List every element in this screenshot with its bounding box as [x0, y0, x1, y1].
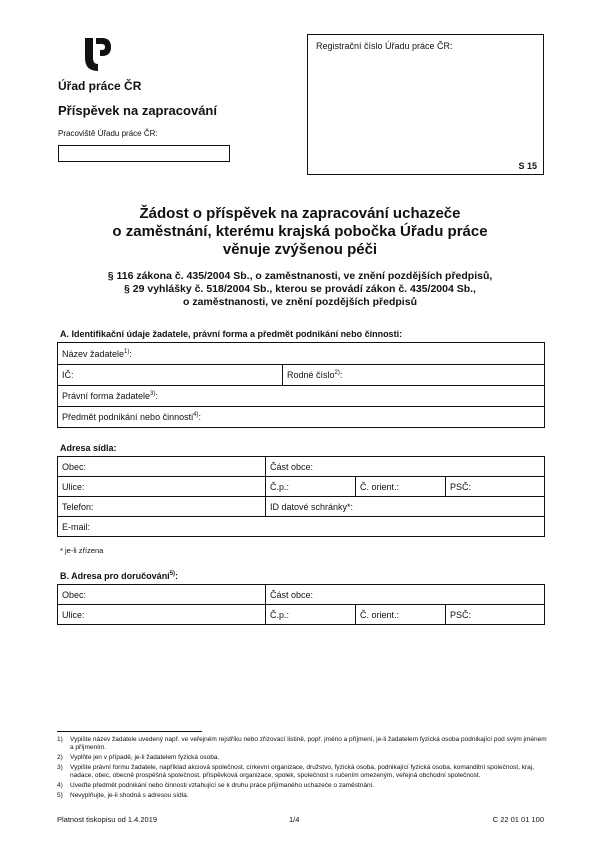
footnote-ref: 2): [334, 370, 340, 376]
delivery-psc-field[interactable]: [446, 605, 545, 625]
seat-psc-field[interactable]: [446, 477, 545, 497]
field-label: E-mail:: [62, 521, 91, 532]
field-label: Právní forma žadatele: [62, 391, 151, 401]
page-title: [40, 205, 560, 259]
urad-prace-logo: [82, 36, 112, 72]
field-label: Obec:: [62, 461, 87, 472]
registration-box[interactable]: [307, 34, 544, 175]
workplace-field[interactable]: [58, 145, 230, 162]
footnote-ref: 1): [124, 348, 130, 355]
delivery-table: [57, 584, 545, 625]
section-b-heading: [60, 571, 178, 581]
field-label: Č.p.:: [270, 481, 290, 492]
section-a-heading: A. Identifikační údaje žadatele, právní forma a předmět podnikání nebo činnosti:: [60, 329, 403, 339]
footnote-text: Vyplňte jen v případě, je-li žadatelem fyzická osoba.: [70, 754, 220, 762]
field-label: Část obce:: [270, 589, 314, 600]
seat-table: [57, 456, 545, 537]
form-code: S 15: [518, 161, 537, 171]
footnote-text: Vypište název žadatele uvedený např. ve veřejném rejstříku nebo zřizovací listině, popř. jméno a příjmení, je-li žadatelem fyzická osoba podnikající pod svým jménem a příjmením.: [70, 736, 547, 752]
field-label: :: [198, 412, 201, 422]
section-b-heading-text: :: [175, 571, 179, 581]
footnotes: [57, 736, 547, 802]
field-label: Předmět podnikání nebo činnosti: [62, 412, 194, 422]
footnote-number: 2): [57, 754, 63, 762]
footnote-number: 3): [57, 763, 63, 771]
footnote-text: Vypište právní formu žadatele, například akciová společnost, církevní organizace, družstvo, fyzická osoba, podnikající fyzická osoba, komanditní společnost, kraj, nadace, obec, obecně prospěšná společnost, příspěvková organizace, spolek, společnost s ručením omezeným, veřejná obchodní společnost.: [70, 763, 535, 780]
footnote: [57, 792, 547, 800]
field-label: Ulice:: [62, 609, 85, 620]
title-line: věnuje zvýšenou péči: [222, 241, 378, 258]
section-b-heading-text: B. Adresa pro doručování: [60, 571, 170, 581]
legal-line: § 29 vyhlášky č. 518/2004 Sb., kterou se provádí zákon č. 435/2004 Sb.,: [124, 283, 476, 295]
delivery-cp-field[interactable]: [266, 605, 356, 625]
seat-obec-field[interactable]: [58, 457, 266, 477]
seat-cast-obce-field[interactable]: [266, 457, 545, 477]
seat-heading: Adresa sídla:: [60, 443, 117, 453]
delivery-corient-field[interactable]: [356, 605, 446, 625]
footnote-text: Uveďte předmět podnikání nebo činnosti vztahující se k druhu práce přijímaného uchazeče o zaměstnání.: [70, 781, 375, 789]
field-label: :: [339, 370, 343, 380]
legal-line: § 116 zákona č. 435/2004 Sb., o zaměstnanosti, ve znění pozdějších předpisů,: [107, 270, 493, 282]
field-label: Část obce:: [270, 461, 314, 472]
field-label: Č. orient.:: [360, 609, 400, 620]
databox-note: * je-li zřízena: [60, 546, 104, 555]
footnote-ref: 3): [150, 391, 156, 397]
field-label: Rodné číslo: [287, 370, 335, 380]
title-line: o zaměstnání, kterému krajská pobočka Úřadu práce: [112, 223, 488, 240]
legal-line: o zaměstnanosti, ve znění pozdějších předpisů: [183, 296, 417, 308]
legal-form-field[interactable]: [58, 386, 545, 407]
workplace-label: Pracoviště Úřadu práce ČR:: [58, 129, 158, 138]
delivery-ulice-field[interactable]: [58, 605, 266, 625]
footnote-number: 1): [57, 736, 63, 743]
footnote: [57, 754, 547, 762]
business-activity-field[interactable]: [58, 407, 545, 428]
footnote: [57, 782, 547, 790]
field-label: IČ:: [62, 370, 74, 380]
legal-basis: [40, 270, 560, 309]
seat-phone-field[interactable]: [58, 497, 266, 517]
field-label: Č. orient.:: [360, 481, 400, 492]
field-label: :: [155, 391, 158, 401]
field-label: Název žadatele: [62, 348, 125, 359]
footnote: [57, 736, 547, 753]
field-label: Obec:: [62, 589, 87, 600]
page-footer: [57, 815, 544, 824]
seat-corient-field[interactable]: [356, 477, 446, 497]
footnote-number: 5): [57, 791, 63, 799]
field-label: Č.p.:: [270, 609, 290, 620]
field-label: Ulice:: [62, 481, 85, 492]
seat-databox-field[interactable]: [266, 497, 545, 517]
registration-label: Registrační číslo Úřadu práce ČR:: [316, 41, 453, 51]
title-line: Žádost o příspěvek na zapracování uchazeče: [139, 205, 461, 222]
delivery-obec-field[interactable]: [58, 585, 266, 605]
seat-email-field[interactable]: [58, 517, 545, 537]
delivery-cast-obce-field[interactable]: [266, 585, 545, 605]
field-label: :: [129, 348, 132, 359]
ic-field[interactable]: [58, 365, 283, 386]
birth-number-field[interactable]: [283, 365, 545, 386]
field-label: Telefon:: [62, 501, 94, 512]
footnote: [57, 764, 547, 781]
footnote-ref: 5): [169, 571, 176, 577]
applicant-name-field[interactable]: [58, 343, 545, 365]
seat-ulice-field[interactable]: [58, 477, 266, 497]
page-number: 1/4: [289, 815, 300, 824]
footnote-divider: [57, 731, 202, 732]
footnote-text: Nevyplňujte, je-li shodná s adresou sídla.: [70, 791, 189, 799]
form-number: C 22 01 01 100: [492, 815, 544, 824]
org-name: Úřad práce ČR: [58, 79, 142, 93]
field-label: ID datové schránky*:: [270, 501, 354, 512]
field-label: PSČ:: [450, 481, 472, 492]
footnote-number: 4): [57, 781, 63, 789]
section-a-table: [57, 342, 545, 428]
field-label: PSČ:: [450, 609, 472, 620]
footnote-ref: 4): [193, 412, 199, 418]
validity-text: Platnost tiskopisu od 1.4.2019: [57, 815, 158, 824]
seat-cp-field[interactable]: [266, 477, 356, 497]
form-subtitle: Příspěvek na zapracování: [58, 103, 217, 118]
